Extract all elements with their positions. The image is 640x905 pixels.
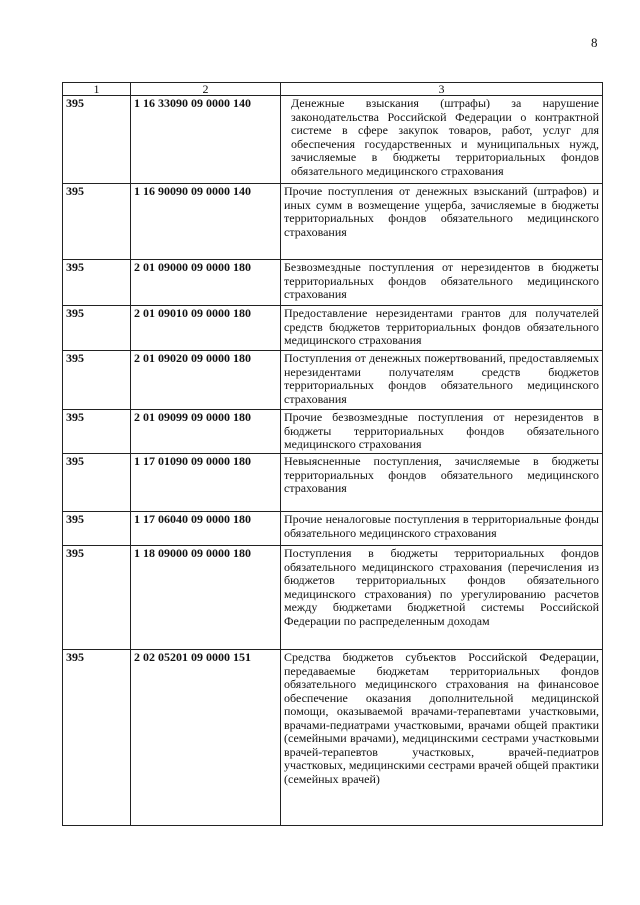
table-row	[63, 96, 603, 184]
admin-code-cell: 395	[63, 454, 131, 512]
table-row	[63, 306, 603, 351]
admin-code-cell: 395	[63, 96, 131, 184]
table-row	[63, 184, 603, 260]
table-row	[63, 351, 603, 410]
budget-codes-table	[62, 82, 603, 826]
column-header-2: 2	[131, 83, 281, 96]
table-row	[63, 546, 603, 650]
admin-code-cell: 395	[63, 306, 131, 351]
description-cell: Невыясненные поступления, зачисляемые в бюджеты территориальных фондов обязательного медицинского страхования	[281, 454, 603, 512]
description-cell: Поступления в бюджеты территориальных фондов обязательного медицинского страхования (перечисления из бюджетов территориальных фондов обязательного медицинского страхования) по урегулированию расчетов между бюджетами бюджетной системы Российской Федерации по распределенным доходам	[281, 546, 603, 650]
budget-code-cell: 2 01 09020 09 0000 180	[131, 351, 281, 410]
description-cell: Денежные взыскания (штрафы) за нарушение законодательства Российской Федерации о контрактной системе в сфере закупок товаров, работ, услуг для обеспечения государственных и муниципальных нужд, зачисляемые в бюджеты территориальных фондов обязательного медицинского страхования	[281, 96, 603, 184]
budget-code-cell: 1 16 90090 09 0000 140	[131, 184, 281, 260]
admin-code-cell: 395	[63, 410, 131, 454]
description-cell: Безвозмездные поступления от нерезидентов в бюджеты территориальных фондов обязательного медицинского страхования	[281, 260, 603, 306]
admin-code-cell: 395	[63, 260, 131, 306]
budget-code-cell: 2 01 09099 09 0000 180	[131, 410, 281, 454]
budget-code-cell: 2 02 05201 09 0000 151	[131, 650, 281, 826]
description-cell: Поступления от денежных пожертвований, предоставляемых нерезидентами получателям средств бюджетов территориальных фондов обязательного медицинского страхования	[281, 351, 603, 410]
column-header-3: 3	[281, 83, 603, 96]
admin-code-cell: 395	[63, 512, 131, 546]
table-row	[63, 410, 603, 454]
table-row	[63, 650, 603, 826]
table-row	[63, 512, 603, 546]
description-cell: Средства бюджетов субъектов Российской Федерации, передаваемые бюджетам территориальных фондов обязательного медицинского страхования на финансовое обеспечение оказания дополнительной медицинской помощи, оказываемой врачами-терапевтами участковыми, врачами-педиатрами участковыми, врачами общей практики (семейными врачами), медицинскими сестрами участковыми врачей-терапевтов участковых, врачей-педиатров участковых, медицинскими сестрами врачей общей практики (семейных врачей)	[281, 650, 603, 826]
admin-code-cell: 395	[63, 546, 131, 650]
budget-code-cell: 1 17 06040 09 0000 180	[131, 512, 281, 546]
description-cell: Прочие безвозмездные поступления от нерезидентов в бюджеты территориальных фондов обязательного медицинского страхования	[281, 410, 603, 454]
budget-code-cell: 1 16 33090 09 0000 140	[131, 96, 281, 184]
column-header-1: 1	[63, 83, 131, 96]
description-cell: Предоставление нерезидентами грантов для получателей средств бюджетов территориальных фондов обязательного медицинского страхования	[281, 306, 603, 351]
budget-code-cell: 2 01 09000 09 0000 180	[131, 260, 281, 306]
page-number: 8	[591, 35, 598, 50]
description-cell: Прочие неналоговые поступления в территориальные фонды обязательного медицинского страхования	[281, 512, 603, 546]
budget-code-cell: 1 17 01090 09 0000 180	[131, 454, 281, 512]
budget-code-cell: 2 01 09010 09 0000 180	[131, 306, 281, 351]
admin-code-cell: 395	[63, 351, 131, 410]
admin-code-cell: 395	[63, 650, 131, 826]
table-row	[63, 260, 603, 306]
table-row	[63, 454, 603, 512]
budget-code-cell: 1 18 09000 09 0000 180	[131, 546, 281, 650]
description-cell: Прочие поступления от денежных взысканий (штрафов) и иных сумм в возмещение ущерба, зачисляемые в бюджеты территориальных фондов обязательного медицинского страхования	[281, 184, 603, 260]
admin-code-cell: 395	[63, 184, 131, 260]
table-header-row	[63, 83, 603, 96]
